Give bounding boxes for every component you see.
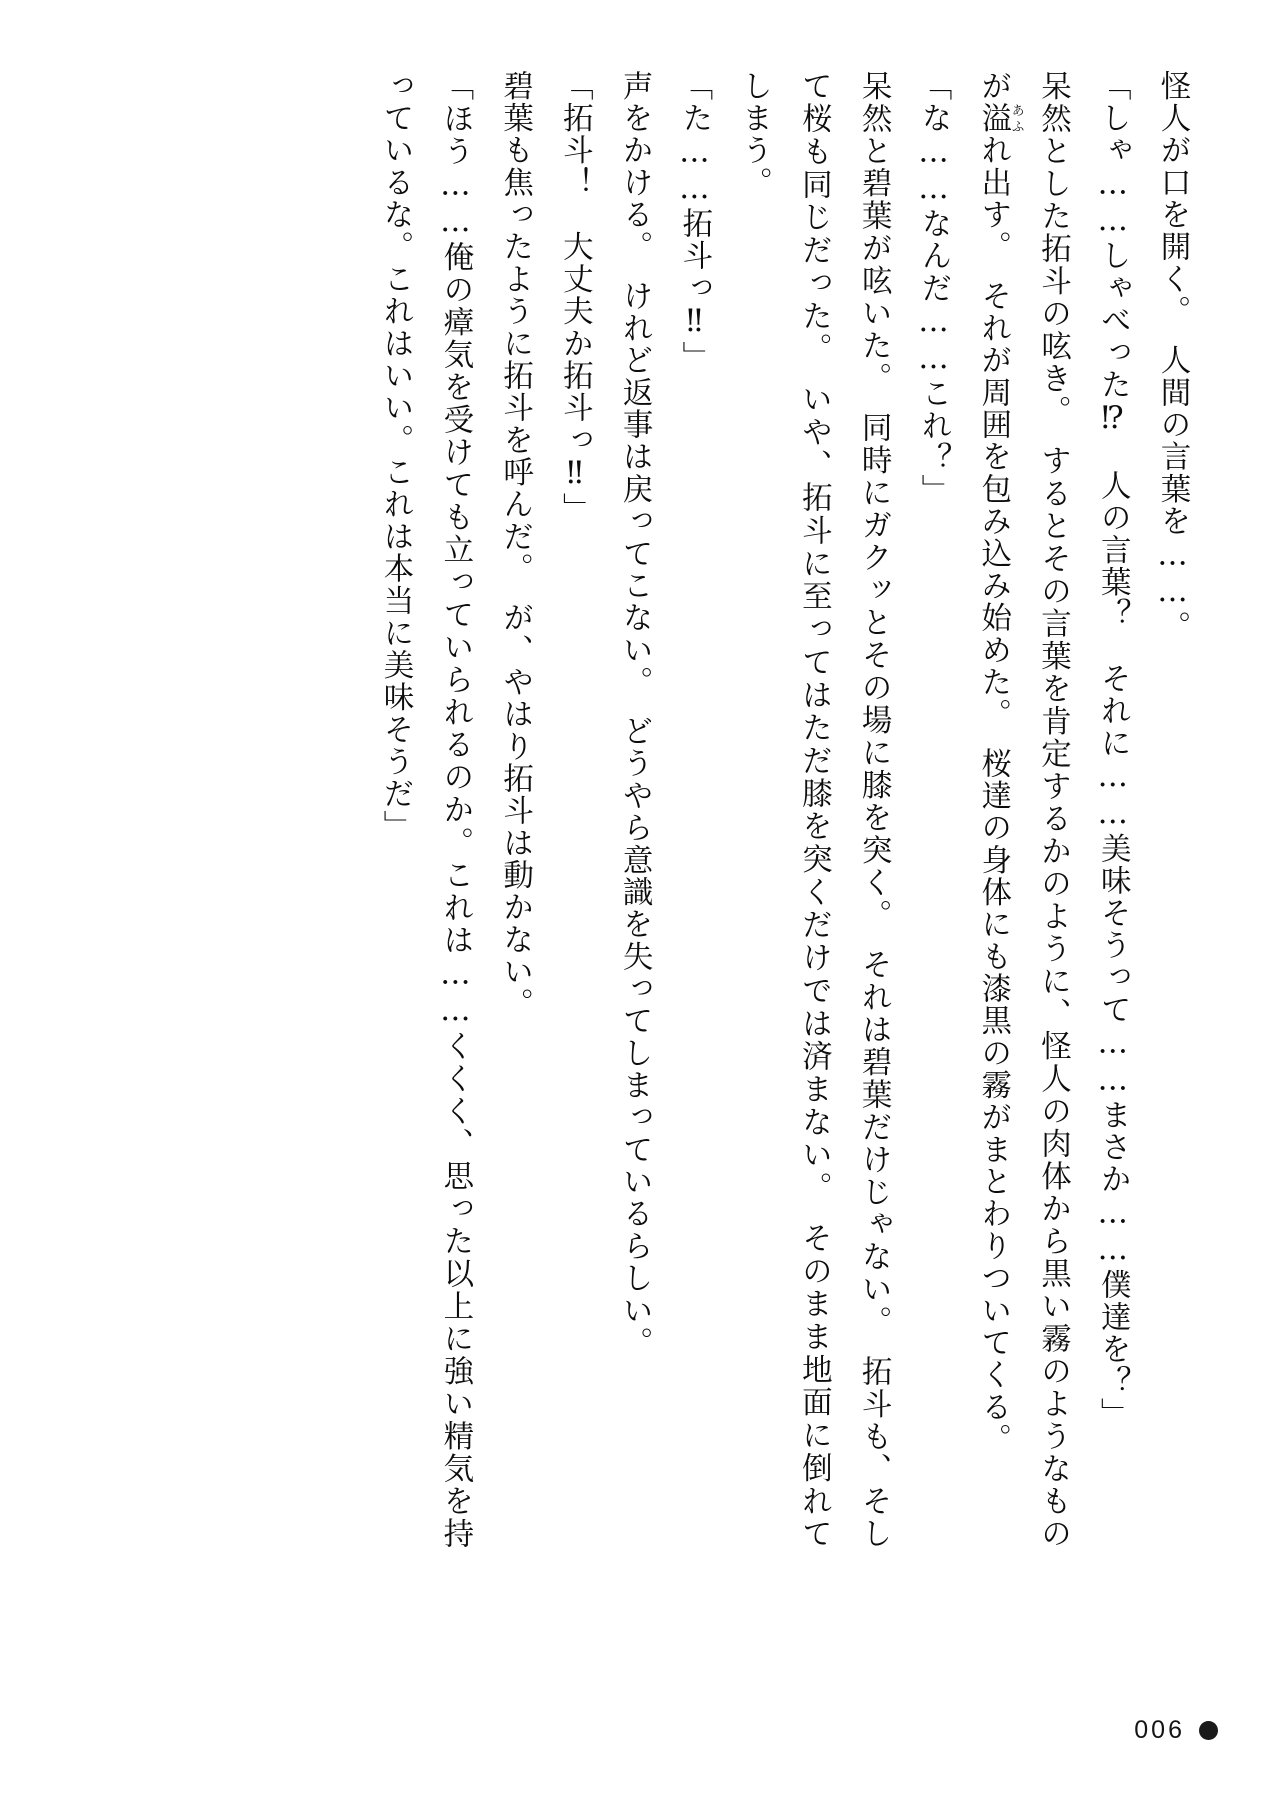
page-text-body (192, 70, 1202, 1550)
paragraph-with-ruby: 呆然とした拓斗の呟き。 するとその言葉を肯定するかのように、怪人の肉体から黒い霧のようなものが溢あふれ出す。 それが周囲を包み込み始めた。 桜達の身体にも漆黒の霧がまとわりついてくる。 (975, 70, 1071, 1550)
paragraph: 怪人が口を開く。 人間の言葉を……。 (1155, 70, 1190, 643)
paragraph: 「た……拓斗っ‼」 (676, 70, 712, 374)
paragraph: 「な……なんだ……これ？」 (915, 70, 951, 507)
page-folio (1134, 1716, 1218, 1745)
paragraph: 呆然と碧葉が呟いた。 同時にガクッとその場に膝を突く。 それは碧葉だけじゃない。 拓斗も、そして桜も同じだった。 いや、拓斗に至ってはただ膝を突くだけでは済まない。 そのまま地面に倒れてしまう。 (736, 70, 892, 1550)
folio-dot-icon (1199, 1721, 1218, 1740)
paragraph: 「拓斗！ 大丈夫か拓斗っ‼」 (557, 70, 593, 525)
ruby-afu: 溢あふ (975, 102, 1024, 135)
paragraph: 声をかける。 けれど返事は戻ってこない。 どうやら意識を失ってしまっているらしい。 (617, 70, 653, 1359)
paragraph: 碧葉も焦ったように拓斗を呼んだ。 が、やはり拓斗は動かない。 (497, 70, 533, 1021)
page-number: 006 (1134, 1716, 1185, 1744)
paragraph: 「しゃ……しゃべった⁉ 人の言葉？ それに……美味そうって……まさか……僕達を？」 (1095, 70, 1131, 1430)
paragraph: 「ほう……俺の瘴気を受けても立っていられるのか。これは……くくく、思った以上に強い精気を持っているな。これはいい。これは本当に美味そうだ」 (378, 70, 473, 1550)
ruby-reading: あふ (1008, 102, 1024, 135)
